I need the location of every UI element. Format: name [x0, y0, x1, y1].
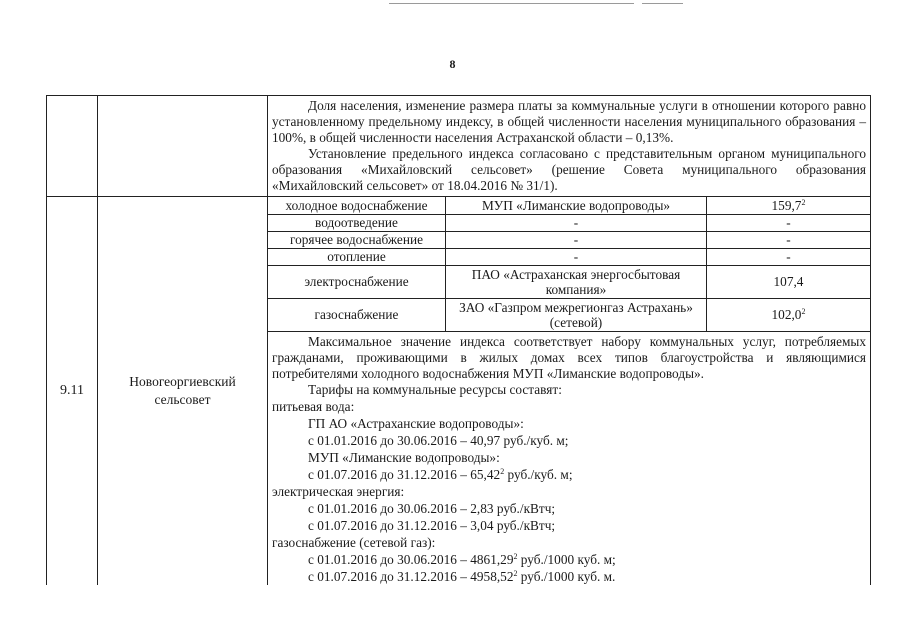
tariff-unit: руб./1000 куб. м. [517, 568, 616, 584]
utility-provider: МУП «Лиманские водопроводы» [446, 197, 707, 214]
scan-edge-line [389, 3, 634, 4]
tariff-category [268, 398, 870, 415]
tariff-line [268, 551, 870, 568]
tariff-text: МУП «Лиманские водопроводы»: [308, 449, 500, 465]
utility-provider: - [446, 248, 707, 265]
municipality-name: Новогеоргиевский сельсовет [129, 373, 236, 407]
entry-number-cell [47, 197, 98, 585]
text-cell [268, 96, 870, 196]
utility-service: отопление [268, 248, 446, 265]
utility-row [268, 214, 870, 231]
tariff-line [268, 449, 870, 466]
tariff-line [268, 466, 870, 483]
utility-index-cell [707, 265, 871, 298]
tariff-text: питьевая вода: [272, 398, 355, 414]
tariff-text: ГП АО «Астраханские водопроводы»: [308, 415, 524, 431]
tariff-line [268, 432, 870, 449]
utility-provider: ЗАО «Газпром межрегионгаз Астрахань» (сетевой) [446, 298, 707, 331]
footnote-mark: 2 [500, 466, 505, 476]
tariff-line [268, 568, 870, 585]
utility-provider: - [446, 214, 707, 231]
scan-edge-line [642, 3, 683, 4]
tariff-text: газоснабжение (сетевой газ): [272, 534, 436, 550]
number-cell [47, 96, 98, 196]
utility-index-cell [707, 197, 871, 214]
page-number: 8 [449, 57, 456, 71]
utility-index: - [786, 249, 791, 264]
tariff-list [268, 398, 870, 585]
utility-index-cell [707, 231, 871, 248]
utility-index: 102,0 [771, 307, 802, 322]
footnote-mark: 2 [801, 197, 806, 207]
utility-index-cell [707, 298, 871, 331]
tariff-category [268, 534, 870, 551]
tariff-text: с 01.07.2016 до 31.12.2016 – 65,42 [308, 466, 501, 482]
utility-row [268, 231, 870, 248]
utilities-table [268, 197, 870, 332]
footnote-mark: 2 [513, 551, 518, 561]
paragraph-max-index: Максимальное значение индекса соответствует набору коммунальных услуг, потребляемых гражданами, проживающими в жилых домах всех типов благоустройства и являющимися потребителями холодного водоснабжения МУП «Лиманские водопроводы». [272, 333, 866, 381]
utility-row [268, 298, 870, 331]
utility-index: 159,7 [771, 197, 802, 213]
tariffs-title: Тарифы на коммунальные ресурсы составят: [308, 381, 562, 397]
utility-provider: ПАО «Астраханская энергосбытовая компания» [446, 265, 707, 298]
tariff-text: с 01.07.2016 до 31.12.2016 – 4958,52 [308, 568, 514, 584]
tariff-unit: руб./куб. м; [504, 466, 573, 482]
utility-index: - [786, 215, 791, 230]
utility-row [268, 248, 870, 265]
tariff-text: электрическая энергия: [272, 483, 405, 499]
tariff-text: с 01.01.2016 до 30.06.2016 – 40,97 руб./куб. м; [308, 432, 569, 448]
tariff-text: с 01.01.2016 до 30.06.2016 – 2,83 руб./кВтч; [308, 500, 556, 516]
name-cell [98, 96, 268, 196]
utility-index: 107,4 [773, 274, 804, 289]
utility-service: водоотведение [268, 214, 446, 231]
utility-index: - [786, 232, 791, 247]
tariff-line [268, 517, 870, 534]
utility-service: горячее водоснабжение [268, 231, 446, 248]
utility-row [268, 265, 870, 298]
utility-service: газоснабжение [268, 298, 446, 331]
tariff-category [268, 483, 870, 500]
entry-details-cell [268, 197, 870, 585]
tariff-text: с 01.07.2016 до 31.12.2016 – 3,04 руб./кВтч; [308, 517, 556, 533]
tariff-text: с 01.01.2016 до 30.06.2016 – 4861,29 [308, 551, 514, 567]
table-row-entry [47, 197, 870, 585]
entry-name-cell [98, 197, 268, 585]
footnote-mark: 2 [801, 307, 806, 316]
utility-index-cell [707, 214, 871, 231]
entry-number: 9.11 [60, 382, 84, 398]
utility-index-cell [707, 248, 871, 265]
utility-row [268, 197, 870, 214]
table-row-continuation [47, 96, 870, 197]
tariff-line [268, 500, 870, 517]
paragraph-approval: Установление предельного индекса согласовано с представительным органом муниципального образования «Михайловский сельсовет» (решение Совета муниципального образования «Михайловский сельсовет» от 18.04.2016 № 31/1). [272, 146, 866, 193]
utility-service: холодное водоснабжение [268, 197, 446, 214]
paragraph-population-share: Доля населения, изменение размера платы за коммунальные услуги в отношении которого равно установленному предельному индексу, в общей численности населения муниципального образования – 100%, в общей численности населения Астраханской области – 0,13%. [272, 98, 866, 145]
tariff-unit: руб./1000 куб. м; [517, 551, 616, 567]
utility-provider: - [446, 231, 707, 248]
utility-service: электроснабжение [268, 265, 446, 298]
tariff-line [268, 415, 870, 432]
footnote-mark: 2 [513, 568, 518, 578]
document-table [46, 95, 871, 585]
